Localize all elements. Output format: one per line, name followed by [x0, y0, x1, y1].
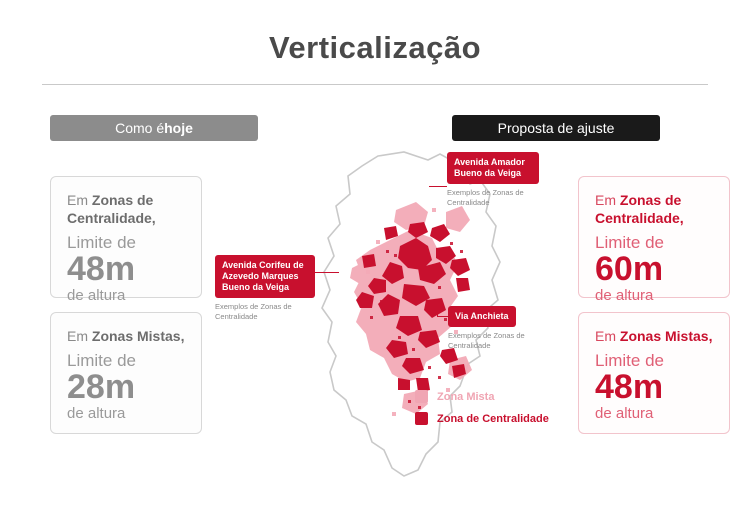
- stat-box-current-mixed: [50, 312, 202, 434]
- section-header-proposal: [452, 115, 660, 141]
- stat-value: 48m: [67, 250, 136, 288]
- legend-label: Zona de Centralidade: [437, 412, 549, 425]
- title-divider: [42, 84, 708, 85]
- section-header-current: [50, 115, 258, 141]
- callout-subtitle: Exemplos de Zonas de Centralidade: [215, 302, 292, 321]
- callout-leader-line-anchieta-h: [437, 316, 449, 317]
- stat-lead-prefix: Em: [595, 192, 620, 208]
- section-header-proposal-label: Proposta de ajuste: [497, 120, 615, 136]
- stat-limit-label: Limite de: [67, 351, 136, 370]
- callout-subtitle: Exemplos de Zonas de Centralidade: [447, 188, 524, 207]
- legend-swatch-icon: [415, 390, 428, 403]
- legend-label: Zona Mista: [437, 390, 495, 403]
- callout-leader-line-amador: [429, 186, 447, 187]
- stat-lead-bold: Zonas Mistas,: [619, 328, 713, 344]
- callout-leader-line-anchieta: [437, 300, 438, 316]
- stat-limit-label: Limite de: [67, 233, 136, 252]
- stat-lead-prefix: Em: [67, 328, 92, 344]
- stat-limit-label: Limite de: [595, 351, 664, 370]
- callout-via-anchieta: [448, 306, 534, 351]
- stat-box-proposal-centrality: [578, 176, 730, 304]
- stat-lead-bold: Zonas de Centralidade,: [595, 192, 684, 226]
- stat-lead-bold: Zonas de Centralidade,: [67, 192, 156, 226]
- stat-box-current-centrality: [50, 176, 202, 304]
- stat-value: 28m: [67, 368, 136, 406]
- legend-item-zona-de-centralidade: [415, 412, 549, 425]
- section-header-current-prefix: Como é: [115, 120, 165, 136]
- callout-tag: Via Anchieta: [448, 306, 516, 327]
- stat-lead: [67, 327, 185, 345]
- callout-avenida-amador-bueno-da-veiga: [447, 152, 539, 208]
- stat-value: 60m: [595, 250, 664, 288]
- legend-swatch-icon: [415, 412, 428, 425]
- callout-tag: Avenida Corifeu de Azevedo Marques Bueno da Veiga: [215, 255, 315, 298]
- stat-height-label: de altura: [595, 287, 654, 304]
- stat-lead: [595, 327, 713, 345]
- stat-box-proposal-mixed: [578, 312, 730, 434]
- stat-lead-prefix: Em: [595, 328, 620, 344]
- callout-tag: Avenida Amador Bueno da Veiga: [447, 152, 539, 184]
- stat-height-label: de altura: [67, 287, 126, 304]
- stat-limit-label: Limite de: [595, 233, 664, 252]
- stat-lead: [67, 191, 185, 227]
- legend-item-zona-mista: [415, 390, 549, 403]
- callout-leader-line-corifeu: [315, 272, 339, 273]
- stat-height-label: de altura: [67, 405, 126, 422]
- page-title: Verticalização: [268, 30, 482, 65]
- map-legend: [415, 390, 549, 434]
- stat-lead: [595, 191, 713, 227]
- callout-subtitle: Exemplos de Zonas de Centralidade: [448, 331, 525, 350]
- stat-lead-bold: Zonas Mistas,: [91, 328, 185, 344]
- section-header-current-bold: hoje: [164, 120, 193, 136]
- stat-value: 48m: [595, 368, 664, 406]
- stat-lead-prefix: Em: [67, 192, 92, 208]
- stat-height-label: de altura: [595, 405, 654, 422]
- callout-avenida-corifeu-de-azevedo-marques: [215, 255, 315, 322]
